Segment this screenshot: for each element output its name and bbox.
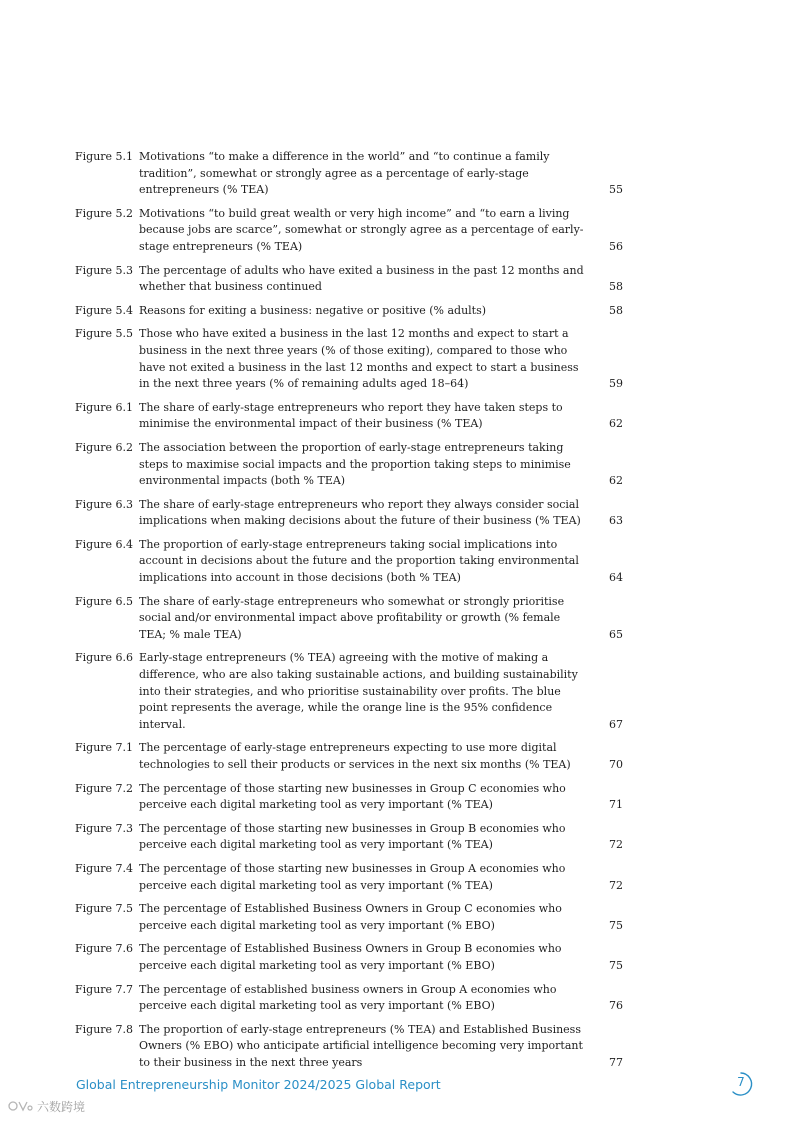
figure-label: Figure 7.4 — [75, 861, 134, 875]
figure-description: The percentage of those starting new businesses in Group B economies who perceive each digital marketing tool as very important (% TEA) — [139, 821, 566, 852]
figure-page-number: 62 — [609, 474, 623, 488]
figure-page-number: 72 — [609, 878, 623, 892]
figure-page-number: 58 — [609, 303, 623, 317]
figure-label: Figure 6.5 — [75, 594, 134, 608]
figure-label: Figure 5.4 — [75, 303, 134, 317]
figure-entry[interactable] — [75, 821, 635, 854]
figure-page-number: 75 — [609, 918, 623, 932]
figure-entry[interactable] — [75, 941, 635, 974]
figure-page-number: 65 — [609, 627, 623, 641]
figure-label: Figure 7.6 — [75, 942, 134, 956]
figure-description: The share of early-stage entrepreneurs who report they have taken steps to minimise the environmental impact of their business (% TEA) — [139, 400, 563, 431]
figure-description: The proportion of early-stage entrepreneurs (% TEA) and Established Business Owners (% EBO) who anticipate artificial intelligence becoming very important to their business in the next three years — [139, 1022, 583, 1069]
page-number-badge — [727, 1070, 755, 1098]
figure-page-number: 71 — [609, 798, 623, 812]
figure-entry[interactable] — [75, 982, 635, 1015]
figure-entry[interactable] — [75, 263, 635, 296]
figure-page-number: 72 — [609, 838, 623, 852]
figure-label: Figure 7.1 — [75, 741, 134, 755]
figure-label: Figure 6.1 — [75, 400, 134, 414]
figure-entry[interactable] — [75, 149, 635, 199]
figure-label: Figure 5.3 — [75, 263, 134, 277]
figure-label: Figure 7.3 — [75, 821, 134, 835]
figure-description: Reasons for exiting a business: negative or positive (% adults) — [139, 303, 487, 317]
figure-label: Figure 5.2 — [75, 206, 134, 220]
figure-label: Figure 7.7 — [75, 982, 134, 996]
figure-label: Figure 6.3 — [75, 497, 134, 511]
figure-description: The share of early-stage entrepreneurs who somewhat or strongly prioritise social and/or environmental impact above profitability or growth (% female TEA; % male TEA) — [139, 594, 565, 641]
figure-page-number: 76 — [609, 999, 623, 1013]
figure-description: The percentage of Established Business Owners in Group B economies who perceive each digital marketing tool as very important (% EBO) — [139, 942, 562, 972]
figure-entry[interactable] — [75, 303, 635, 320]
figure-entry[interactable] — [75, 650, 635, 733]
figure-label: Figure 5.5 — [75, 327, 134, 341]
figure-page-number: 59 — [609, 377, 623, 391]
figure-page-number: 56 — [609, 239, 623, 253]
figure-entry[interactable] — [75, 400, 635, 433]
figure-page-number: 63 — [609, 514, 623, 528]
figure-description: Those who have exited a business in the last 12 months and expect to start a business in the next three years (% of those exiting), compared to those who have not exited a business in the last 12 months and expect to start a business in the next three years (% of remaining adults aged 18–64) — [139, 327, 579, 391]
watermark — [8, 1097, 85, 1115]
figure-description: Motivations “to make a difference in the world” and “to continue a family tradition”, somewhat or strongly agree as a percentage of early-stage entrepreneurs (% TEA) — [139, 150, 550, 197]
figure-label: Figure 5.1 — [75, 150, 134, 163]
figure-entry[interactable] — [75, 537, 635, 587]
figure-description: The percentage of early-stage entrepreneurs expecting to use more digital technologies to sell their products or services in the next six months (% TEA) — [139, 741, 571, 771]
footer-report-title: Global Entrepreneurship Monitor 2024/2025 Global Report — [76, 1077, 441, 1092]
figure-description: Motivations “to build great wealth or very high income” and “to earn a living because jobs are scarce”, somewhat or strongly agree as a percentage of early-stage entrepreneurs (% TEA) — [139, 206, 584, 253]
page-number: 7 — [737, 1075, 745, 1089]
figure-page-number: 77 — [609, 1055, 623, 1069]
figure-description: The percentage of those starting new businesses in Group C economies who perceive each digital marketing tool as very important (% TEA) — [139, 781, 566, 812]
figure-label: Figure 6.6 — [75, 651, 134, 665]
figure-label: Figure 7.5 — [75, 902, 134, 916]
figure-entry[interactable] — [75, 861, 635, 894]
figure-label: Figure 7.8 — [75, 1022, 134, 1036]
figure-page-number: 58 — [609, 280, 623, 294]
figure-description: The percentage of established business owners in Group A economies who perceive each digital marketing tool as very important (% EBO) — [139, 982, 557, 1013]
figure-page-number: 55 — [609, 183, 623, 197]
figure-label: Figure 6.4 — [75, 537, 134, 551]
watermark-text: 六数跨境 — [37, 1099, 86, 1114]
figure-entry[interactable] — [75, 1022, 635, 1072]
figure-page-number: 67 — [609, 717, 623, 731]
figure-description: The association between the proportion of early-stage entrepreneurs taking steps to maximise social impacts and the proportion taking steps to minimise environmental impacts (both % TEA) — [139, 440, 571, 488]
figure-entry[interactable] — [75, 594, 635, 644]
figure-page-number: 64 — [609, 571, 623, 585]
figure-entry[interactable] — [75, 206, 635, 256]
figure-entry[interactable] — [75, 781, 635, 814]
figure-description: The percentage of those starting new businesses in Group A economies who perceive each digital marketing tool as very important (% TEA) — [139, 861, 566, 892]
figure-list — [75, 149, 635, 1079]
figure-entry[interactable] — [75, 901, 635, 934]
figure-entry[interactable] — [75, 740, 635, 773]
figure-page-number: 62 — [609, 417, 623, 431]
figure-description: The proportion of early-stage entrepreneurs taking social implications into account in decisions about the future and the proportion taking environmental implications into account in those decisions (both % TEA) — [139, 537, 579, 585]
figure-entry[interactable] — [75, 326, 635, 392]
watermark-logo-icon — [8, 1099, 34, 1113]
figure-description: Early-stage entrepreneurs (% TEA) agreeing with the motive of making a difference, who are also taking sustainable actions, and building sustainability into their strategies, and who prioritise sustainability over profits. The blue point represents the average, while the orange line is the 95% confidence interval. — [139, 651, 578, 731]
figure-entry[interactable] — [75, 440, 635, 490]
figure-label: Figure 6.2 — [75, 440, 134, 454]
figure-label: Figure 7.2 — [75, 781, 134, 795]
figure-description: The percentage of adults who have exited a business in the past 12 months and whether that business continued — [139, 263, 584, 294]
figure-description: The percentage of Established Business Owners in Group C economies who perceive each digital marketing tool as very important (% EBO) — [139, 902, 562, 932]
figure-page-number: 75 — [609, 958, 623, 972]
figure-entry[interactable] — [75, 497, 635, 530]
figure-page-number: 70 — [609, 758, 623, 771]
figure-description: The share of early-stage entrepreneurs who report they always consider social implications when making decisions about the future of their business (% TEA) — [139, 497, 581, 528]
